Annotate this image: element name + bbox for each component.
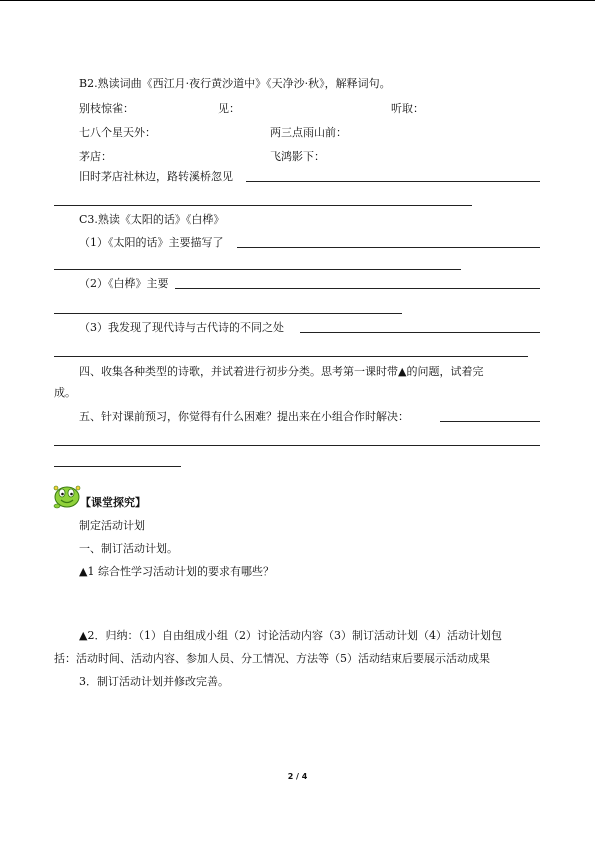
b2-term-qi-ba: 七八个星天外：	[79, 126, 156, 139]
answer-line	[54, 445, 540, 446]
b2-heading: B2.熟读词曲《西江月·夜行黄沙道中》《天净沙·秋》，解释词句。	[79, 77, 391, 90]
answer-line	[237, 247, 540, 248]
b2-term-ting-qu: 听取：	[391, 102, 424, 115]
answer-line	[54, 269, 461, 270]
top-rule	[0, 0, 595, 1]
b2-term-fei-hong: 飞鸿影下：	[270, 150, 325, 163]
task-four-line-1: 四、收集各种类型的诗歌，并试着进行初步分类。思考第一课时带▲的问题，试着完	[79, 365, 484, 378]
b2-line-jiu-shi: 旧时茅店社林边，路转溪桥忽见	[79, 170, 233, 183]
answer-line	[246, 181, 540, 182]
classroom-question-2-line-2: 括：活动时间、活动内容、参加人员、分工情况、方法等（5）活动结束后要展示活动成果	[54, 652, 490, 665]
task-five-line-1: 五、针对课前预习，你觉得有什么困难？提出来在小组合作时解决：	[79, 410, 409, 423]
classroom-item-1: 一、制订活动计划。	[79, 542, 178, 555]
answer-line	[300, 332, 540, 333]
b2-term-jian: 见：	[218, 102, 240, 115]
answer-line	[440, 421, 540, 422]
section-title-classroom: 【课堂探究】	[80, 496, 146, 509]
b2-term-bie-zhi: 别枝惊雀：	[79, 102, 134, 115]
smiley-mascot-icon	[52, 483, 82, 509]
answer-line	[54, 205, 472, 206]
classroom-question-2-line-1: ▲2．归纳：（1）自由组成小组（2）讨论活动内容（3）制订活动计划（4）活动计划包	[79, 629, 502, 642]
b2-term-liang-san: 两三点雨山前：	[270, 126, 347, 139]
classroom-question-1: ▲1 综合性学习活动计划的要求有哪些？	[79, 565, 274, 578]
answer-line	[54, 356, 528, 357]
c3-question-1: （1）《太阳的话》主要描写了	[79, 236, 224, 249]
answer-line	[54, 313, 402, 314]
task-four-line-2: 成。	[54, 386, 76, 399]
answer-line	[175, 288, 540, 289]
classroom-question-3: 3．制订活动计划并修改完善。	[79, 675, 229, 688]
page-number: 2 / 4	[287, 772, 308, 781]
c3-heading: C3.熟读《太阳的话》《白桦》	[79, 213, 225, 226]
answer-line	[54, 466, 181, 467]
c3-question-3: （3）我发现了现代诗与古代诗的不同之处	[79, 321, 284, 334]
c3-question-2: （2）《白桦》主要	[79, 277, 169, 290]
classroom-subtitle: 制定活动计划	[79, 519, 145, 532]
b2-term-mao-dian: 茅店：	[79, 150, 112, 163]
